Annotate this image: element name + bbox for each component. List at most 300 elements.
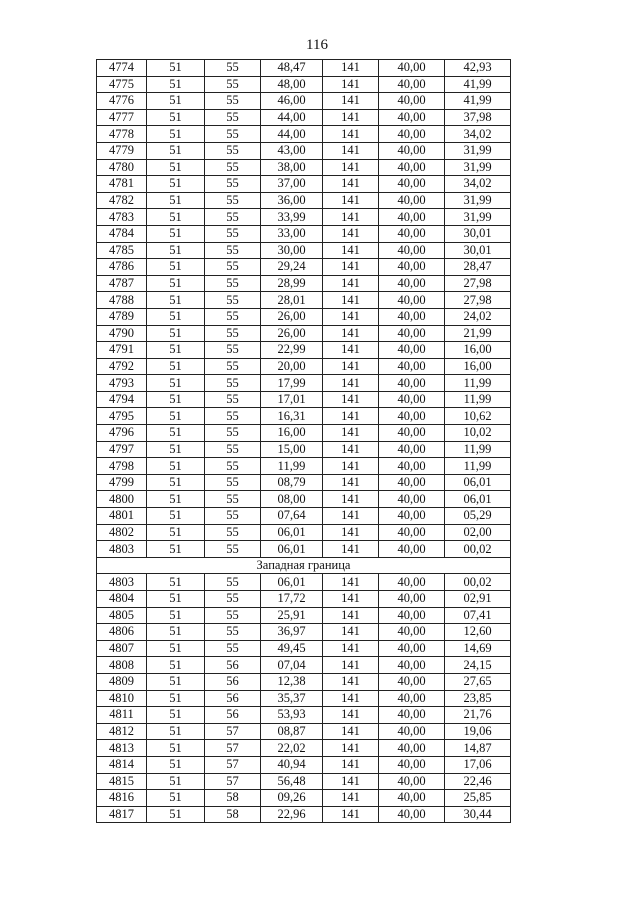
table-cell: 51 xyxy=(147,342,205,359)
table-cell: 55 xyxy=(205,242,261,259)
table-body-bottom xyxy=(97,574,511,823)
table-cell: 40,00 xyxy=(379,740,445,757)
table-cell: 40,00 xyxy=(379,126,445,143)
table-cell: 141 xyxy=(323,93,379,110)
table-cell: 51 xyxy=(147,242,205,259)
table-cell: 4804 xyxy=(97,591,147,608)
table-row xyxy=(97,176,511,193)
table-cell: 4794 xyxy=(97,391,147,408)
table-cell: 4798 xyxy=(97,458,147,475)
table-cell: 141 xyxy=(323,425,379,442)
table-cell: 4796 xyxy=(97,425,147,442)
table-cell: 51 xyxy=(147,723,205,740)
table-cell: 15,00 xyxy=(261,441,323,458)
table-cell: 55 xyxy=(205,391,261,408)
table-cell: 41,99 xyxy=(445,76,511,93)
table-cell: 51 xyxy=(147,508,205,525)
table-cell: 141 xyxy=(323,723,379,740)
table-cell: 51 xyxy=(147,126,205,143)
table-cell: 55 xyxy=(205,375,261,392)
table-cell: 08,00 xyxy=(261,491,323,508)
table-cell: 40,00 xyxy=(379,325,445,342)
table-cell: 55 xyxy=(205,425,261,442)
table-row xyxy=(97,474,511,491)
table-cell: 31,99 xyxy=(445,159,511,176)
table-row xyxy=(97,441,511,458)
table-cell: 44,00 xyxy=(261,109,323,126)
table-cell: 22,46 xyxy=(445,773,511,790)
table-cell: 19,06 xyxy=(445,723,511,740)
page-number: 116 xyxy=(306,37,328,53)
table-cell: 4795 xyxy=(97,408,147,425)
table-cell: 55 xyxy=(205,624,261,641)
table-row xyxy=(97,225,511,242)
table-cell: 55 xyxy=(205,325,261,342)
table-cell: 40,00 xyxy=(379,657,445,674)
table-cell: 141 xyxy=(323,375,379,392)
table-cell: 51 xyxy=(147,458,205,475)
table-cell: 51 xyxy=(147,209,205,226)
table-cell: 4816 xyxy=(97,790,147,807)
table-cell: 58 xyxy=(205,790,261,807)
table-cell: 07,64 xyxy=(261,508,323,525)
table-cell: 27,98 xyxy=(445,275,511,292)
table-cell: 141 xyxy=(323,441,379,458)
table-row xyxy=(97,375,511,392)
table-cell: 55 xyxy=(205,491,261,508)
table-cell: 29,24 xyxy=(261,259,323,276)
table-cell: 141 xyxy=(323,325,379,342)
table-cell: 36,97 xyxy=(261,624,323,641)
table-cell: 4817 xyxy=(97,806,147,823)
table-cell: 16,31 xyxy=(261,408,323,425)
table-cell: 40,00 xyxy=(379,192,445,209)
table-cell: 55 xyxy=(205,142,261,159)
table-row xyxy=(97,723,511,740)
table-cell: 55 xyxy=(205,76,261,93)
table-cell: 37,00 xyxy=(261,176,323,193)
table-cell: 14,87 xyxy=(445,740,511,757)
table-cell: 16,00 xyxy=(261,425,323,442)
table-cell: 34,02 xyxy=(445,126,511,143)
table-cell: 141 xyxy=(323,209,379,226)
table-cell: 00,02 xyxy=(445,541,511,558)
table-row xyxy=(97,508,511,525)
table-body-top xyxy=(97,60,511,558)
table-cell: 06,01 xyxy=(261,524,323,541)
table-cell: 4803 xyxy=(97,541,147,558)
table-row xyxy=(97,60,511,77)
table-cell: 51 xyxy=(147,690,205,707)
section-title: Западная граница xyxy=(97,557,511,574)
table-row xyxy=(97,93,511,110)
table-row xyxy=(97,192,511,209)
table-row xyxy=(97,342,511,359)
table-cell: 4777 xyxy=(97,109,147,126)
table-cell: 40,00 xyxy=(379,308,445,325)
table-cell: 42,93 xyxy=(445,60,511,77)
table-cell: 51 xyxy=(147,308,205,325)
table-cell: 51 xyxy=(147,358,205,375)
table-cell: 141 xyxy=(323,773,379,790)
table-cell: 141 xyxy=(323,76,379,93)
table-cell: 55 xyxy=(205,474,261,491)
table-cell: 48,47 xyxy=(261,60,323,77)
table-cell: 141 xyxy=(323,159,379,176)
table-cell: 40,00 xyxy=(379,159,445,176)
table-cell: 141 xyxy=(323,259,379,276)
table-cell: 23,85 xyxy=(445,690,511,707)
table-cell: 12,60 xyxy=(445,624,511,641)
table-cell: 141 xyxy=(323,524,379,541)
table-cell: 31,99 xyxy=(445,142,511,159)
table-cell: 30,01 xyxy=(445,225,511,242)
section-divider xyxy=(97,557,511,574)
table-cell: 141 xyxy=(323,806,379,823)
table-cell: 141 xyxy=(323,624,379,641)
table-cell: 141 xyxy=(323,740,379,757)
table-row xyxy=(97,126,511,143)
table-cell: 51 xyxy=(147,275,205,292)
table-cell: 55 xyxy=(205,607,261,624)
table-cell: 40,00 xyxy=(379,474,445,491)
table-cell: 55 xyxy=(205,458,261,475)
table-cell: 51 xyxy=(147,740,205,757)
table-cell: 55 xyxy=(205,259,261,276)
table-cell: 56 xyxy=(205,657,261,674)
table-cell: 36,00 xyxy=(261,192,323,209)
table-cell: 51 xyxy=(147,474,205,491)
table-cell: 51 xyxy=(147,790,205,807)
table-cell: 40,00 xyxy=(379,524,445,541)
table-cell: 141 xyxy=(323,60,379,77)
table-cell: 58 xyxy=(205,806,261,823)
table-cell: 34,02 xyxy=(445,176,511,193)
table-cell: 40,00 xyxy=(379,591,445,608)
table-cell: 141 xyxy=(323,591,379,608)
table-cell: 38,00 xyxy=(261,159,323,176)
table-cell: 141 xyxy=(323,358,379,375)
table-cell: 4793 xyxy=(97,375,147,392)
table-cell: 51 xyxy=(147,259,205,276)
table-row xyxy=(97,242,511,259)
table-cell: 40,00 xyxy=(379,723,445,740)
table-cell: 4805 xyxy=(97,607,147,624)
table-row xyxy=(97,541,511,558)
table-cell: 11,99 xyxy=(445,441,511,458)
table-cell: 141 xyxy=(323,690,379,707)
table-cell: 141 xyxy=(323,308,379,325)
table-row xyxy=(97,308,511,325)
table-row xyxy=(97,673,511,690)
table-cell: 40,00 xyxy=(379,408,445,425)
table-cell: 4791 xyxy=(97,342,147,359)
table-cell: 46,00 xyxy=(261,93,323,110)
table-cell: 51 xyxy=(147,806,205,823)
table-cell: 55 xyxy=(205,192,261,209)
table-cell: 141 xyxy=(323,673,379,690)
table-cell: 141 xyxy=(323,640,379,657)
table-cell: 51 xyxy=(147,657,205,674)
table-cell: 20,00 xyxy=(261,358,323,375)
table-cell: 4807 xyxy=(97,640,147,657)
coordinates-table xyxy=(96,59,511,823)
table-row xyxy=(97,391,511,408)
table-cell: 40,00 xyxy=(379,690,445,707)
table-cell: 06,01 xyxy=(261,541,323,558)
table-row xyxy=(97,209,511,226)
section-row xyxy=(97,557,511,574)
table-cell: 40,00 xyxy=(379,773,445,790)
table-cell: 40,00 xyxy=(379,624,445,641)
table-cell: 27,98 xyxy=(445,292,511,309)
table-cell: 16,00 xyxy=(445,342,511,359)
table-cell: 30,44 xyxy=(445,806,511,823)
table-cell: 55 xyxy=(205,176,261,193)
table-cell: 51 xyxy=(147,624,205,641)
table-row xyxy=(97,524,511,541)
table-cell: 10,02 xyxy=(445,425,511,442)
table-cell: 06,01 xyxy=(445,491,511,508)
table-cell: 40,00 xyxy=(379,508,445,525)
table-cell: 56,48 xyxy=(261,773,323,790)
table-cell: 40,00 xyxy=(379,242,445,259)
table-cell: 51 xyxy=(147,607,205,624)
table-cell: 40,00 xyxy=(379,425,445,442)
table-cell: 51 xyxy=(147,159,205,176)
table-cell: 40,00 xyxy=(379,607,445,624)
table-cell: 51 xyxy=(147,76,205,93)
table-cell: 40,00 xyxy=(379,358,445,375)
table-cell: 40,00 xyxy=(379,93,445,110)
table-cell: 55 xyxy=(205,591,261,608)
table-cell: 41,99 xyxy=(445,93,511,110)
table-cell: 51 xyxy=(147,425,205,442)
table-cell: 26,00 xyxy=(261,325,323,342)
table-cell: 141 xyxy=(323,707,379,724)
table-cell: 141 xyxy=(323,491,379,508)
table-cell: 55 xyxy=(205,109,261,126)
table-cell: 4802 xyxy=(97,524,147,541)
table-cell: 55 xyxy=(205,209,261,226)
table-row xyxy=(97,76,511,93)
table-cell: 4797 xyxy=(97,441,147,458)
table-cell: 40,00 xyxy=(379,673,445,690)
table-cell: 51 xyxy=(147,408,205,425)
table-cell: 51 xyxy=(147,192,205,209)
table-cell: 56 xyxy=(205,673,261,690)
table-cell: 4813 xyxy=(97,740,147,757)
table-row xyxy=(97,109,511,126)
table-cell: 57 xyxy=(205,773,261,790)
table-row xyxy=(97,773,511,790)
table-cell: 31,99 xyxy=(445,209,511,226)
table-cell: 51 xyxy=(147,756,205,773)
table-cell: 40,00 xyxy=(379,441,445,458)
table-cell: 55 xyxy=(205,574,261,591)
table-cell: 141 xyxy=(323,607,379,624)
table-row xyxy=(97,159,511,176)
table-cell: 11,99 xyxy=(445,391,511,408)
table-row xyxy=(97,491,511,508)
table-cell: 141 xyxy=(323,756,379,773)
table-cell: 55 xyxy=(205,508,261,525)
table-cell: 4806 xyxy=(97,624,147,641)
table-cell: 51 xyxy=(147,292,205,309)
table-cell: 12,38 xyxy=(261,673,323,690)
table-cell: 55 xyxy=(205,93,261,110)
table-cell: 40,00 xyxy=(379,225,445,242)
table-cell: 40,00 xyxy=(379,275,445,292)
table-cell: 55 xyxy=(205,308,261,325)
table-cell: 40,00 xyxy=(379,76,445,93)
table-cell: 43,00 xyxy=(261,142,323,159)
table-cell: 40,00 xyxy=(379,259,445,276)
table-cell: 25,85 xyxy=(445,790,511,807)
table-cell: 44,00 xyxy=(261,126,323,143)
table-cell: 4785 xyxy=(97,242,147,259)
table-row xyxy=(97,806,511,823)
table-cell: 4781 xyxy=(97,176,147,193)
table-cell: 40,00 xyxy=(379,60,445,77)
table-cell: 4809 xyxy=(97,673,147,690)
table-cell: 141 xyxy=(323,474,379,491)
table-cell: 4786 xyxy=(97,259,147,276)
table-cell: 17,72 xyxy=(261,591,323,608)
table-cell: 141 xyxy=(323,541,379,558)
table-cell: 141 xyxy=(323,508,379,525)
table-cell: 37,98 xyxy=(445,109,511,126)
table-cell: 48,00 xyxy=(261,76,323,93)
table-cell: 4812 xyxy=(97,723,147,740)
table-cell: 40,00 xyxy=(379,176,445,193)
table-cell: 06,01 xyxy=(445,474,511,491)
table-cell: 141 xyxy=(323,225,379,242)
table-cell: 40,00 xyxy=(379,756,445,773)
table-cell: 55 xyxy=(205,275,261,292)
table-cell: 141 xyxy=(323,126,379,143)
table-cell: 141 xyxy=(323,408,379,425)
table-cell: 21,76 xyxy=(445,707,511,724)
table-cell: 141 xyxy=(323,790,379,807)
table-cell: 28,99 xyxy=(261,275,323,292)
table-cell: 05,29 xyxy=(445,508,511,525)
table-cell: 4800 xyxy=(97,491,147,508)
table-cell: 40,00 xyxy=(379,292,445,309)
table-cell: 4790 xyxy=(97,325,147,342)
table-cell: 141 xyxy=(323,142,379,159)
table-cell: 08,87 xyxy=(261,723,323,740)
table-cell: 4803 xyxy=(97,574,147,591)
table-cell: 141 xyxy=(323,391,379,408)
table-cell: 4799 xyxy=(97,474,147,491)
table-cell: 30,00 xyxy=(261,242,323,259)
table-cell: 55 xyxy=(205,126,261,143)
table-cell: 33,00 xyxy=(261,225,323,242)
table-cell: 55 xyxy=(205,441,261,458)
table-cell: 08,79 xyxy=(261,474,323,491)
table-cell: 141 xyxy=(323,574,379,591)
table-row xyxy=(97,607,511,624)
table-row xyxy=(97,574,511,591)
table-row xyxy=(97,690,511,707)
table-cell: 51 xyxy=(147,60,205,77)
table-cell: 11,99 xyxy=(445,458,511,475)
table-cell: 55 xyxy=(205,408,261,425)
table-cell: 51 xyxy=(147,541,205,558)
table-cell: 55 xyxy=(205,358,261,375)
table-row xyxy=(97,790,511,807)
table-row xyxy=(97,740,511,757)
table-cell: 24,15 xyxy=(445,657,511,674)
table-cell: 4774 xyxy=(97,60,147,77)
table-cell: 24,02 xyxy=(445,308,511,325)
table-cell: 26,00 xyxy=(261,308,323,325)
table-cell: 4792 xyxy=(97,358,147,375)
table-cell: 25,91 xyxy=(261,607,323,624)
table-cell: 51 xyxy=(147,93,205,110)
table-cell: 51 xyxy=(147,176,205,193)
table-cell: 33,99 xyxy=(261,209,323,226)
table-cell: 4810 xyxy=(97,690,147,707)
table-cell: 56 xyxy=(205,690,261,707)
table-cell: 22,02 xyxy=(261,740,323,757)
table-cell: 40,00 xyxy=(379,458,445,475)
table-cell: 51 xyxy=(147,375,205,392)
table-cell: 4775 xyxy=(97,76,147,93)
table-cell: 141 xyxy=(323,292,379,309)
table-cell: 56 xyxy=(205,707,261,724)
table-cell: 57 xyxy=(205,740,261,757)
table-row xyxy=(97,358,511,375)
table-cell: 40,00 xyxy=(379,790,445,807)
table-cell: 40,00 xyxy=(379,541,445,558)
table-cell: 06,01 xyxy=(261,574,323,591)
table-row xyxy=(97,591,511,608)
table-row xyxy=(97,458,511,475)
table-cell: 51 xyxy=(147,707,205,724)
table-row xyxy=(97,657,511,674)
table-cell: 51 xyxy=(147,391,205,408)
table-cell: 141 xyxy=(323,275,379,292)
table-cell: 49,45 xyxy=(261,640,323,657)
table-cell: 40,00 xyxy=(379,109,445,126)
table-cell: 141 xyxy=(323,242,379,259)
table-cell: 4811 xyxy=(97,707,147,724)
table-row xyxy=(97,425,511,442)
table-cell: 4778 xyxy=(97,126,147,143)
table-cell: 4788 xyxy=(97,292,147,309)
table-cell: 07,41 xyxy=(445,607,511,624)
table-cell: 51 xyxy=(147,109,205,126)
table-cell: 40,94 xyxy=(261,756,323,773)
table-cell: 55 xyxy=(205,292,261,309)
table-cell: 40,00 xyxy=(379,574,445,591)
table-cell: 51 xyxy=(147,142,205,159)
table-cell: 30,01 xyxy=(445,242,511,259)
table-cell: 40,00 xyxy=(379,640,445,657)
table-cell: 10,62 xyxy=(445,408,511,425)
table-cell: 4779 xyxy=(97,142,147,159)
table-cell: 4784 xyxy=(97,225,147,242)
table-cell: 40,00 xyxy=(379,375,445,392)
table-cell: 4814 xyxy=(97,756,147,773)
table-cell: 4789 xyxy=(97,308,147,325)
table-cell: 4815 xyxy=(97,773,147,790)
table-cell: 00,02 xyxy=(445,574,511,591)
table-cell: 51 xyxy=(147,491,205,508)
table-row xyxy=(97,624,511,641)
